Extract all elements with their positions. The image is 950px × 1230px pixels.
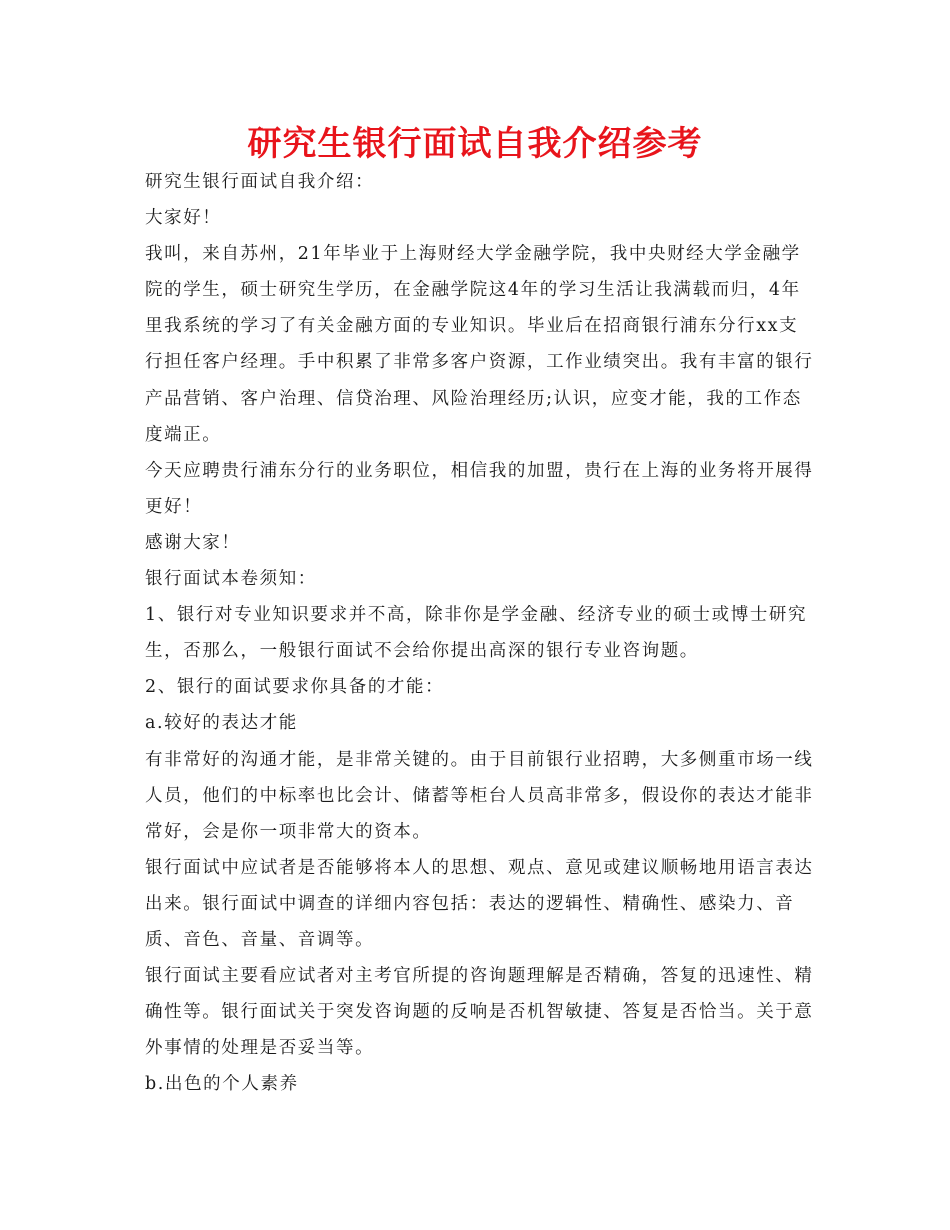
paragraph-subheading-b: b.出色的个人素养 <box>145 1074 299 1095</box>
paragraph-greeting: 大家好！ <box>145 208 222 229</box>
paragraph-application: 今天应聘贵行浦东分行的业务职位，相信我的加盟，贵行在上海的业务将开展得更好！ <box>145 460 814 517</box>
paragraph-intro-heading: 研究生银行面试自我介绍： <box>145 172 375 192</box>
paragraph-self-introduction: 我叫，来自苏州，21年毕业于上海财经大学金融学院，我中央财经大学金融学院的学生，硕士研究生学历，在金融学院这4年的学习生活让我满载而归，4年里我系统的学习了有关金融方面的专业知识。毕业后在招商银行浦东分行xx支行担任客户经理。手中积累了非常多客户资源，工作业绩突出。我有丰富的银行产品营销、客户治理、信贷治理、风险治理经历;认识，应变才能，我的工作态度端正。 <box>145 244 814 445</box>
paragraph-notes-heading: 银行面试本卷须知： <box>145 569 317 590</box>
paragraph-note-2: 2、银行的面试要求你具备的才能： <box>145 677 445 698</box>
paragraph-note-1: 1、银行对专业知识要求并不高，除非你是学金融、经济专业的硕士或博士研究生，否那么，一般银行面试不会给你提出高深的银行专业咨询题。 <box>145 605 808 662</box>
paragraph-expression: 银行面试中应试者是否能够将本人的思想、观点、意见或建议顺畅地用语言表达出来。银行面试中调查的详细内容包括：表达的逻辑性、精确性、感染力、音质、音色、音量、音调等。 <box>145 857 814 950</box>
paragraph-communication: 有非常好的沟通才能，是非常关键的。由于目前银行业招聘，大多侧重市场一线人员，他们的中标率也比会计、储蓄等柜台人员高非常多，假设你的表达才能非常好，会是你一项非常大的资本。 <box>145 749 814 842</box>
paragraph-thanks: 感谢大家！ <box>145 532 241 553</box>
document-body <box>145 164 815 1102</box>
paragraph-response: 银行面试主要看应试者对主考官所提的咨询题理解是否精确，答复的迅速性、精确性等。银行面试关于突发咨询题的反响是否机智敏捷、答复是否恰当。关于意外事情的处理是否妥当等。 <box>145 966 814 1059</box>
document-title: 研究生银行面试自我介绍参考 <box>247 124 703 164</box>
paragraph-subheading-a: a.较好的表达才能 <box>145 713 298 734</box>
